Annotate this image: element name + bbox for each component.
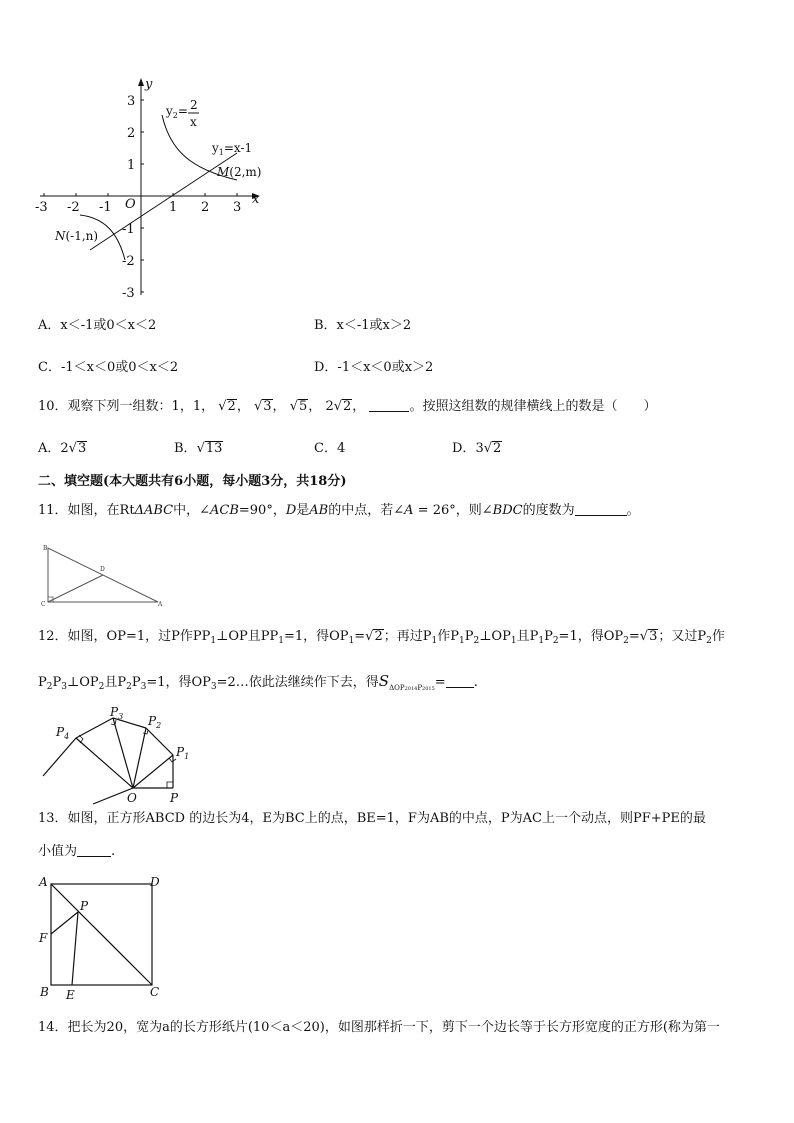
q11-answer-blank[interactable] [575, 515, 627, 516]
y-tick-neg1: -1 [122, 222, 135, 237]
y-axis-label: y [145, 77, 153, 92]
y-tick-neg3: -3 [122, 286, 135, 301]
label-b: B [43, 545, 48, 552]
q12-answer-blank[interactable] [446, 687, 474, 688]
label-e: E [66, 988, 75, 1002]
q10-option-a: A．2√3 [38, 441, 87, 456]
label-o: O [127, 791, 137, 805]
label-c: C [41, 601, 46, 608]
line-y1 [90, 153, 237, 250]
x-tick-neg2: -2 [67, 200, 80, 215]
q9-option-a: A．x＜-1或0＜x＜2 [38, 318, 157, 333]
point-n-label: N(-1,n) [55, 229, 99, 243]
y1-label: $y_1=x-1$ [212, 141, 253, 157]
q10-answer-blank[interactable] [369, 411, 409, 412]
q10-question: 10．观察下列一组数：1，1， √2， √3， √5， 2√2， 。按照这组数的规律横线上的数是（ ） [38, 399, 657, 414]
label-p: P [170, 791, 179, 805]
q12-line-1: 12．如图，OP=1，过P作$PP_1\perp OP$且$PP_1=1$，得$OP_1=√2$；再过$P_1$作$P_1P_2\perp OP_1$且$P_1P_2=1$，得$OP_2=√3$；又过$P_2$作 [38, 629, 725, 646]
section-2-title: 二、填空题(本大题共有6小题，每小题3分，共18分) [38, 474, 347, 489]
label-p4: $P_4$ [56, 725, 70, 741]
q11-figure [38, 540, 168, 610]
x-tick-3: 3 [233, 200, 242, 215]
y-tick-3: 3 [127, 94, 136, 109]
y-tick-2: 2 [127, 126, 136, 141]
x-tick-neg3: -3 [35, 200, 48, 215]
x-tick-2: 2 [201, 200, 210, 215]
y-tick-neg2: -2 [122, 254, 135, 269]
q11-question: 11．如图，在RtΔABC中，∠ACB=90°，D是AB的中点，若∠A = 26°，则∠BDC的度数为 。 [38, 503, 640, 518]
label-d: D [100, 566, 105, 573]
label-p1: $P_1$ [176, 745, 190, 761]
y2-frac-num: 2 [190, 98, 198, 112]
label-p2: $P_2$ [148, 714, 162, 730]
y2-frac-den: x [190, 115, 197, 129]
q13-answer-blank[interactable] [77, 856, 111, 857]
q9-option-d: D．-1＜x＜0或x＞2 [314, 360, 434, 375]
q13-line-1: 13．如图，正方形ABCD 的边长为4，E为BC上的点，BE=1，F为AB的中点，P为AC上一个动点，则PF+PE的最 [38, 811, 706, 826]
q13-line-2: 小值为 . [38, 844, 116, 859]
label-p: P [80, 899, 89, 913]
q9-function-graph [30, 75, 270, 305]
label-c: C [150, 985, 160, 999]
q13-square-figure [36, 872, 171, 1004]
label-d: D [150, 875, 160, 889]
y2-label: $y_2=$ [166, 104, 188, 120]
q9-option-b: B．x＜-1或x＞2 [314, 318, 412, 333]
origin-label: O [125, 197, 136, 212]
y-tick-1: 1 [127, 158, 136, 173]
label-a: A [39, 875, 48, 889]
q10-option-c: C．4 [314, 441, 346, 456]
q12-spiral-figure [38, 700, 198, 805]
segment-cd [48, 575, 103, 602]
q9-option-c: C．-1＜x＜0或0＜x＜2 [38, 360, 179, 375]
label-a: A [158, 601, 163, 608]
y-axis-arrow-icon [138, 78, 144, 86]
label-f: F [39, 931, 48, 945]
label-b: B [40, 985, 49, 999]
x-axis-label: x [252, 192, 260, 207]
q12-line-2: $P_2P_3\perp OP_2$且$P_2P_3=1$，得$OP_3=2\dots$依此法继续作下去，得$S_{\Delta OP2014P2015}=$ . [38, 672, 478, 692]
x-tick-neg1: -1 [99, 200, 112, 215]
q10-option-d: D．3√2 [452, 441, 502, 456]
q14-line-1: 14．把长为20，宽为a的长方形纸片(10＜a＜20)，如图那样折一下，剪下一个边长等于长方形宽度的正方形(称为第一 [38, 1020, 720, 1035]
point-m-label: M(2,m) [217, 165, 262, 179]
q10-option-b: B．√13 [174, 441, 223, 456]
label-p3: $P_3$ [110, 705, 124, 721]
x-tick-1: 1 [169, 200, 178, 215]
